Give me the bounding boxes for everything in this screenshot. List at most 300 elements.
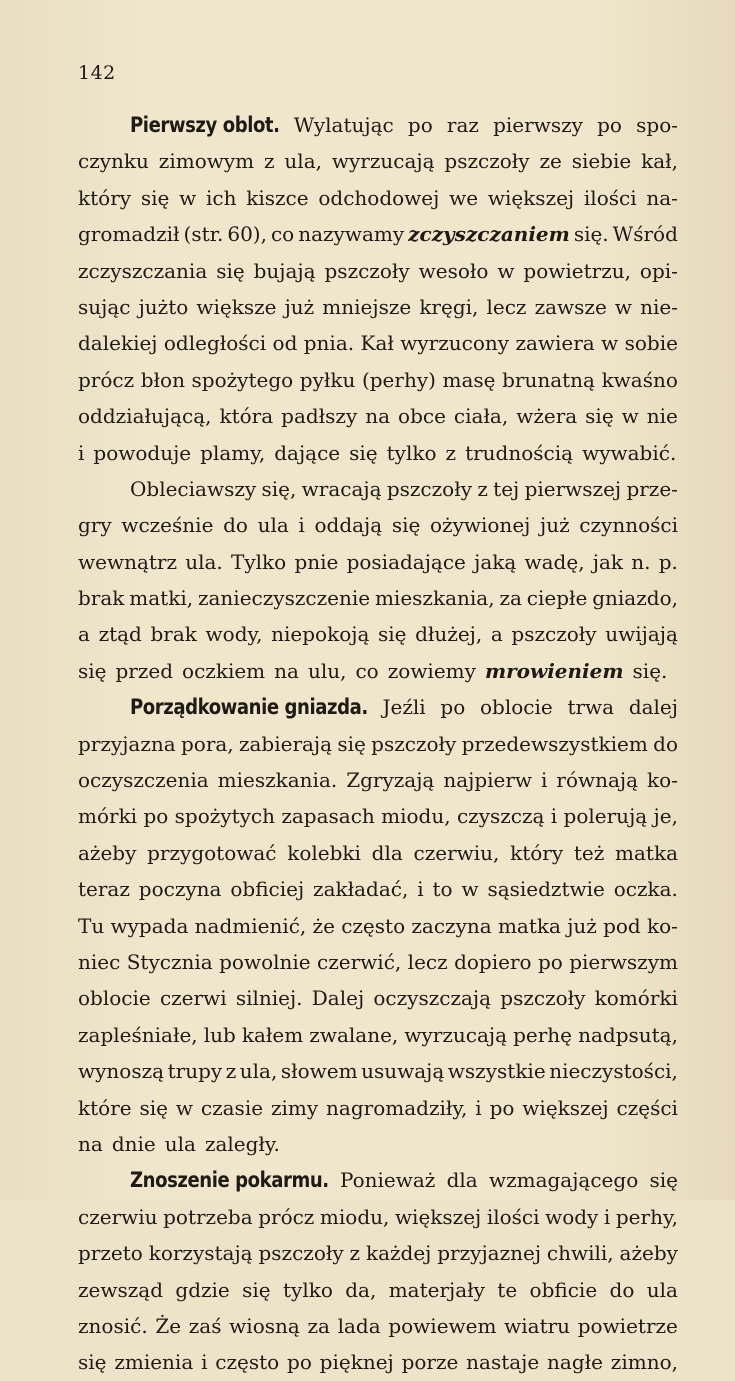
word: Dalej <box>311 986 365 1011</box>
word: z <box>477 476 488 501</box>
word: nadpsutą, <box>578 1022 678 1047</box>
word: powoduje <box>93 440 192 465</box>
word: czerwi <box>159 986 227 1011</box>
word: przedewszystkiem <box>461 731 648 756</box>
text-line <box>78 689 678 725</box>
word: brunatną <box>502 367 595 392</box>
word: trupy <box>167 1059 223 1084</box>
word: wody, <box>205 622 263 647</box>
word: we <box>449 185 479 210</box>
word: ula <box>257 513 289 538</box>
word: oczyszczają <box>373 986 492 1011</box>
word: się. <box>632 658 668 683</box>
word: po <box>597 113 622 137</box>
word: po <box>440 695 466 720</box>
word: czerwiu <box>78 1204 158 1229</box>
word: Wylatując <box>293 113 394 137</box>
word: się <box>242 1277 271 1302</box>
word: czasie <box>200 1095 264 1120</box>
italic-term: mrowieniem <box>484 658 624 683</box>
word: ażeby <box>619 1241 678 1266</box>
word: miodu, <box>319 1204 390 1229</box>
word: Stycznia <box>126 949 213 974</box>
word: powietrze <box>577 1313 678 1338</box>
italic-term: zczyszczaniem <box>408 222 570 247</box>
word: się <box>649 1168 678 1193</box>
word: wypada <box>110 913 189 938</box>
word: nagłe <box>547 1350 603 1375</box>
word: niepokoją <box>271 622 370 647</box>
word: mniejsze <box>322 294 412 319</box>
word: ko- <box>647 768 678 793</box>
word: zabierają <box>238 731 333 756</box>
word: ilości <box>486 1204 540 1229</box>
word: ich <box>205 185 237 210</box>
word: zawsze <box>534 294 607 319</box>
word: i <box>78 440 85 465</box>
word: do <box>223 513 248 538</box>
word: kwaśno <box>601 367 678 392</box>
text-line <box>78 435 678 471</box>
word: który <box>510 840 564 865</box>
word: w <box>179 185 197 210</box>
word: dłużej, <box>415 622 483 647</box>
word: niec <box>78 949 121 974</box>
section-heading: Porządkowanie gniazda. <box>130 695 368 720</box>
text-line <box>78 580 678 616</box>
word: się, <box>261 476 297 501</box>
word: gniazdo, <box>592 586 678 611</box>
word: obce <box>398 404 446 429</box>
word: usuwają <box>361 1059 445 1084</box>
text-line <box>78 1162 678 1198</box>
word: się. <box>573 222 609 247</box>
word: 60), <box>227 222 267 247</box>
word: w <box>621 404 639 429</box>
word: Jeźli <box>382 695 426 720</box>
word: brak <box>150 622 197 647</box>
word: da, <box>345 1277 377 1302</box>
word: zanieczyszczenie <box>197 586 371 611</box>
word: lada <box>337 1313 381 1338</box>
word: w <box>601 331 619 356</box>
word: pyłku <box>299 367 356 392</box>
word: nie- <box>640 294 678 319</box>
word: matki, <box>129 586 194 611</box>
word: matka <box>497 913 561 938</box>
word: oddziałującą, <box>78 404 212 429</box>
word: miodu, <box>381 804 451 829</box>
word: czynku <box>78 149 149 174</box>
word: wody <box>545 1204 599 1229</box>
word: kiszce <box>246 185 309 210</box>
word: tylko <box>386 440 437 465</box>
word: po <box>489 1095 515 1120</box>
word: często <box>341 913 406 938</box>
word: oczkiem <box>182 658 266 683</box>
word: nagromadziły, <box>326 1095 468 1120</box>
word: zaczyna <box>411 913 492 938</box>
word: Że <box>155 1313 182 1338</box>
word: jak <box>592 549 624 574</box>
word: lub <box>203 1022 236 1047</box>
word: wesoło <box>418 258 489 283</box>
word: błon <box>140 367 185 392</box>
word: a <box>78 622 90 647</box>
text-line <box>78 180 678 216</box>
word: p. <box>658 549 678 574</box>
word: na <box>365 404 391 429</box>
text-line <box>78 143 678 179</box>
word: ula, <box>239 1059 278 1084</box>
word: dalej <box>628 695 678 720</box>
word: z <box>225 1059 237 1084</box>
word: padłszy <box>281 404 358 429</box>
word: prze- <box>626 476 678 501</box>
word: wadę, <box>524 549 585 574</box>
word: wyrzucają <box>331 149 435 174</box>
word: kolebki <box>287 840 361 865</box>
word: się <box>78 658 107 683</box>
word: na <box>78 1131 103 1156</box>
word: komórki <box>594 986 678 1011</box>
word: spo- <box>636 113 678 137</box>
text-line <box>78 1053 678 1089</box>
word: już <box>540 513 570 538</box>
text-line <box>78 835 678 871</box>
word: czyszczą <box>456 804 545 829</box>
word: ciepłe <box>526 586 588 611</box>
word: a <box>490 622 503 647</box>
word: trudnością <box>465 440 574 465</box>
word: wiatru <box>504 1313 571 1338</box>
word: brak <box>78 586 125 611</box>
word: do <box>609 1277 635 1302</box>
word: w <box>461 877 479 902</box>
word: w <box>614 294 632 319</box>
word: prócz <box>258 1204 315 1229</box>
word: dla <box>446 1168 478 1193</box>
word: się <box>337 731 366 756</box>
word: dla <box>371 840 403 865</box>
word: zewsząd <box>78 1277 164 1302</box>
word: trwa <box>567 695 615 720</box>
word: opi- <box>639 258 678 283</box>
word: i <box>603 1204 611 1229</box>
word: plamy, <box>200 440 266 465</box>
word: słowem <box>280 1059 358 1084</box>
word: też <box>573 840 605 865</box>
word: obficiej <box>230 877 305 902</box>
word: ożywionej <box>430 513 531 538</box>
word: po <box>143 804 169 829</box>
word: wżera <box>516 404 578 429</box>
page-number: 142 <box>78 62 116 84</box>
word: Tu <box>78 913 105 938</box>
word: pierwszy <box>493 113 583 137</box>
word: zimy <box>270 1095 319 1120</box>
word: większej <box>487 185 575 210</box>
word: za <box>499 586 522 611</box>
word: te <box>497 1277 518 1302</box>
word: pszczoły <box>444 149 530 174</box>
word: mieszkania. <box>217 768 338 793</box>
word: do <box>653 731 678 756</box>
word: się <box>140 185 170 210</box>
word: oddają <box>314 513 383 538</box>
word: że <box>312 913 335 938</box>
word: oczka. <box>613 877 678 902</box>
word: Ponieważ <box>339 1168 436 1193</box>
word: tylko <box>282 1277 333 1302</box>
word: za <box>307 1313 330 1338</box>
word: wyrzucają <box>404 1022 508 1047</box>
word: ze <box>539 149 562 174</box>
word: powolnie <box>219 949 311 974</box>
word: wyrzucony <box>400 331 510 356</box>
text-line <box>78 944 678 980</box>
word: zczyszczania <box>78 258 208 283</box>
word: się <box>391 513 421 538</box>
word: czerwić, <box>317 949 402 974</box>
word: raz <box>446 113 479 137</box>
word: i <box>475 1095 482 1120</box>
word: i <box>541 768 548 793</box>
word: co <box>355 658 379 683</box>
word: poczyna <box>138 877 222 902</box>
word: dnie <box>111 1131 156 1156</box>
word: ulu, <box>307 658 347 683</box>
word: n. <box>631 549 651 574</box>
word: dopiero <box>454 949 532 974</box>
word: kałem <box>241 1022 304 1047</box>
word: najpierw <box>443 768 533 793</box>
word: powietrzu, <box>523 258 631 283</box>
section-heading: Znoszenie pokarmu. <box>130 1168 329 1193</box>
word: pnie <box>294 549 339 574</box>
word: materjały <box>388 1277 485 1302</box>
word: w <box>175 1095 193 1120</box>
word: pszczoły <box>386 476 472 501</box>
text-line <box>78 1272 678 1308</box>
word: już <box>284 294 315 319</box>
word: pszczoły <box>258 1241 344 1266</box>
word: pierwszym <box>569 949 678 974</box>
word: z <box>445 440 457 465</box>
word: zapleśniałe, <box>78 1022 198 1047</box>
word: kał, <box>641 149 678 174</box>
word: nastaje <box>466 1350 540 1375</box>
word: która <box>219 404 274 429</box>
word: ula. <box>185 549 223 574</box>
word: na- <box>646 185 678 210</box>
text-line <box>78 1126 678 1162</box>
word: nieczystości, <box>549 1059 678 1084</box>
text-line <box>78 1199 678 1235</box>
word: z <box>264 149 275 174</box>
word: w <box>497 258 515 283</box>
word: pnia. <box>303 331 355 356</box>
text-line <box>78 908 678 944</box>
text-line <box>78 726 678 762</box>
word: części <box>616 1095 678 1120</box>
word: tej <box>493 476 520 501</box>
word: je, <box>653 804 678 829</box>
word: pora, <box>180 731 234 756</box>
word: nie <box>646 404 678 429</box>
word: zawiera <box>515 331 595 356</box>
word: po <box>287 1350 312 1375</box>
word: i <box>550 804 558 829</box>
word: wzmagającego <box>488 1168 639 1193</box>
word: potrzeba <box>163 1204 253 1229</box>
word: pszczoły <box>511 622 597 647</box>
word: wynoszą <box>78 1059 165 1084</box>
word: zimno, <box>610 1350 678 1375</box>
text-line <box>78 216 678 252</box>
word: perhy, <box>615 1204 678 1229</box>
word: ciała, <box>453 404 509 429</box>
word: większej <box>522 1095 609 1120</box>
word: bujają <box>253 258 316 283</box>
word: z <box>349 1241 361 1266</box>
word: już <box>567 913 597 938</box>
word: nazywamy <box>298 222 405 247</box>
word: zapasach <box>281 804 375 829</box>
text-line <box>78 1090 678 1126</box>
word: ilości <box>583 185 637 210</box>
word: siebie <box>571 149 632 174</box>
word: ko- <box>647 913 678 938</box>
word: sując <box>78 294 131 319</box>
word: silniej. <box>235 986 303 1011</box>
text-line <box>78 362 678 398</box>
word: jaką <box>474 549 517 574</box>
word: prócz <box>78 367 135 392</box>
word: przygotować <box>147 840 277 865</box>
text-line <box>78 798 678 834</box>
word: kręgi, <box>419 294 479 319</box>
word: po <box>407 113 433 137</box>
word: matka <box>615 840 678 865</box>
word: dalekiej <box>78 331 158 356</box>
word: zaś <box>188 1313 222 1338</box>
word: się <box>378 622 407 647</box>
word: perhę <box>513 1022 573 1047</box>
word: pod <box>603 913 641 938</box>
word: zwalane, <box>309 1022 399 1047</box>
word: jużto <box>138 294 189 319</box>
word: przyjazna <box>78 731 176 756</box>
word: mieszkania, <box>374 586 495 611</box>
text-line <box>78 1344 678 1380</box>
word: które <box>78 1095 132 1120</box>
word: wewnątrz <box>78 549 178 574</box>
word: wcześnie <box>121 513 214 538</box>
word: pięknej <box>319 1350 394 1375</box>
word: Zgryzają <box>346 768 435 793</box>
word: się <box>139 1095 168 1120</box>
word: uwijają <box>605 622 678 647</box>
text-line <box>78 616 678 652</box>
word: to <box>432 877 453 902</box>
word: zimowym <box>158 149 255 174</box>
word: powiewem <box>388 1313 497 1338</box>
word: znosić. <box>78 1313 148 1338</box>
word: gry <box>78 513 112 538</box>
text-line <box>78 107 678 143</box>
word: często <box>215 1350 280 1375</box>
word: pszczoły <box>324 258 410 283</box>
word: teraz <box>78 877 130 902</box>
word: sobie <box>624 331 678 356</box>
word: wywabić. <box>582 440 677 465</box>
word: się <box>216 258 245 283</box>
word: przeto <box>78 1241 143 1266</box>
word: czerwiu, <box>413 840 500 865</box>
text-line <box>78 762 678 798</box>
text-line <box>78 507 678 543</box>
text-line <box>78 871 678 907</box>
word: oczyszczenia <box>78 768 209 793</box>
text-line <box>78 289 678 325</box>
word: Kał <box>360 331 394 356</box>
word: nadmienić, <box>194 913 307 938</box>
word: większe <box>196 294 277 319</box>
text-line <box>78 1017 678 1053</box>
word: i <box>417 877 424 902</box>
word: spożytych <box>174 804 275 829</box>
word: odchodowej <box>318 185 440 210</box>
word: zakładać, <box>313 877 409 902</box>
text-line <box>78 544 678 580</box>
word: i <box>201 1350 208 1375</box>
word: posiadające <box>346 549 466 574</box>
text-line <box>78 253 678 289</box>
word: pszczoły <box>371 731 457 756</box>
word: wszystkie <box>447 1059 546 1084</box>
word: masę <box>442 367 496 392</box>
word: wiosną <box>229 1313 300 1338</box>
word: wracają <box>301 476 382 501</box>
word: dające <box>274 440 341 465</box>
word: i <box>298 513 305 538</box>
word: Tylko <box>231 549 287 574</box>
word: sąsiedztwie <box>487 877 605 902</box>
word: lecz <box>407 949 448 974</box>
word: zowiemy <box>387 658 476 683</box>
word: ula <box>164 1131 196 1156</box>
word: ztąd <box>98 622 142 647</box>
section-heading: Pierwszy oblot. <box>130 113 280 137</box>
word: przyjaznej <box>437 1241 542 1266</box>
word: każdej <box>365 1241 432 1266</box>
word: gdzie <box>175 1277 230 1302</box>
word: ula <box>646 1277 678 1302</box>
word: Wśród <box>612 222 678 247</box>
word: czynności <box>579 513 678 538</box>
word: Obleciawszy <box>130 476 257 501</box>
body-text <box>78 107 678 1381</box>
word: na <box>274 658 299 683</box>
word: po <box>537 949 563 974</box>
word: się <box>349 440 378 465</box>
word: się <box>585 404 614 429</box>
word: który <box>78 185 132 210</box>
word: co <box>270 222 295 247</box>
word: się <box>78 1350 107 1375</box>
word: chwili, <box>546 1241 614 1266</box>
